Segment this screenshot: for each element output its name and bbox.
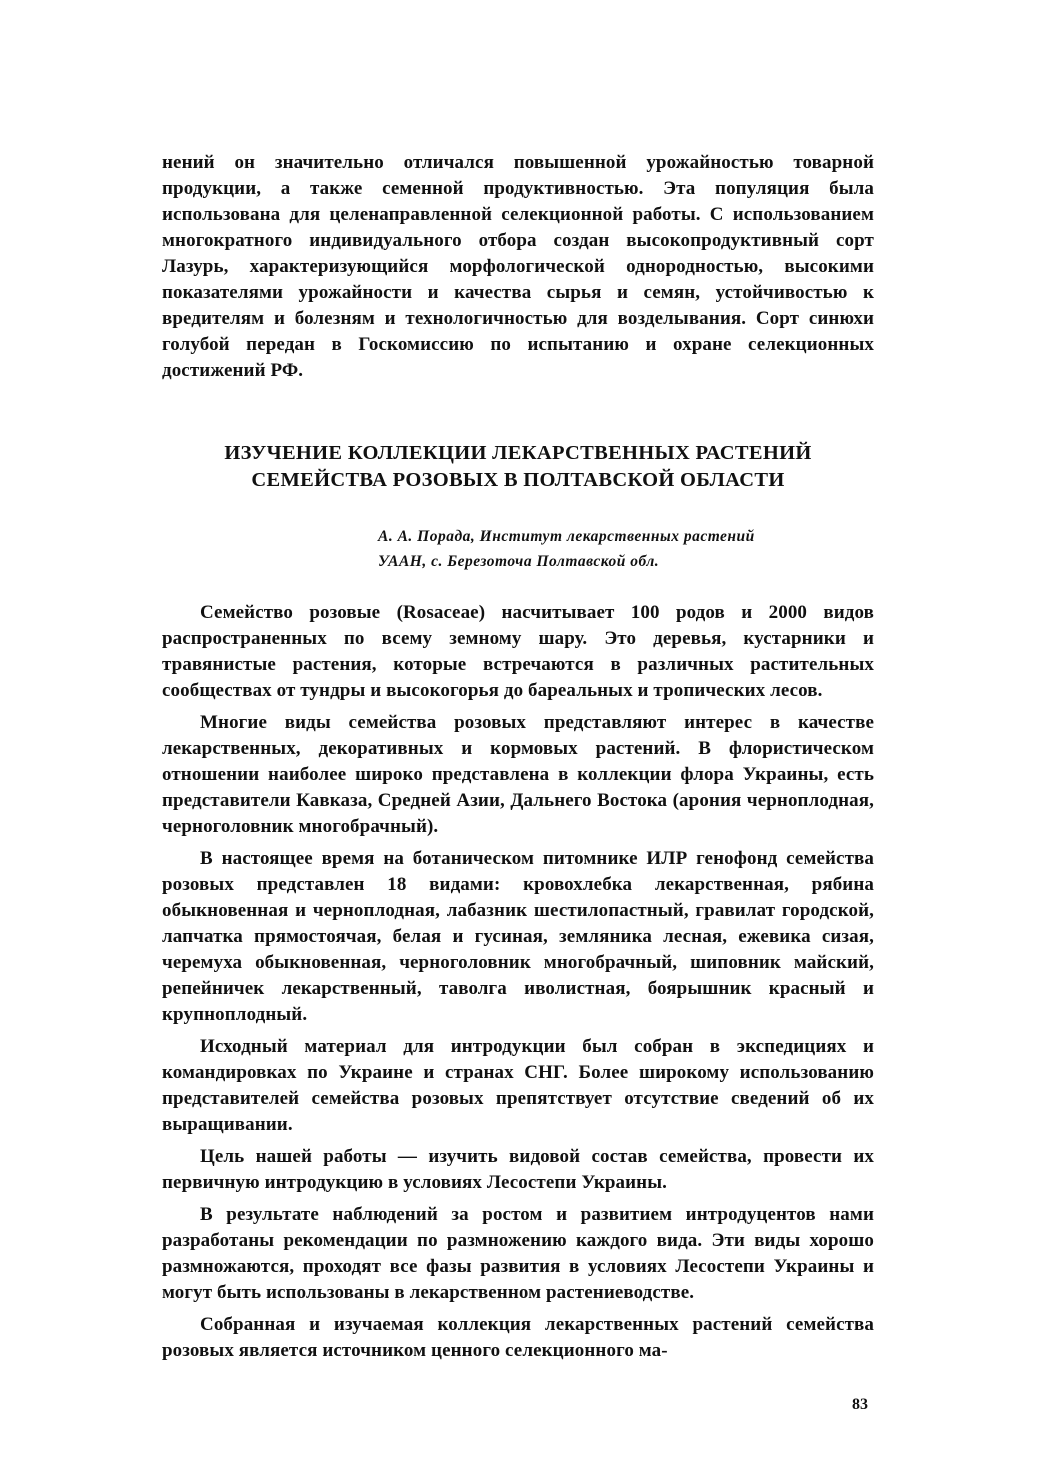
paragraph-6: В результате наблюдений за ростом и развитием интродуцентов нами разработаны рекомендации по размножению каждого вида. Эти виды хорошо размножаются, проходят все фазы развития в условиях Лесостепи Украины и могут быть использованы в лекарственном растениеводстве. (162, 1204, 874, 1303)
paragraph-2: Многие виды семейства розовых представляют интерес в качестве лекарственных, декоративных и кормовых растений. В флористическом отношении наиболее широко представлена в коллекции флора Украины, есть представители Кавказа, Средней Азии, Дальнего Востока (арония черноплодная, черноголовник многобрачный). (162, 712, 874, 837)
article-body (162, 600, 874, 1364)
author-line-2: УААН, с. Березоточа Полтавской обл. (378, 553, 660, 570)
paragraph-3: В настоящее время на ботаническом питомнике ИЛР генофонд семейства розовых представлен 18 видами: кровохлебка лекарственная, рябина обыкновенная и черноплодная, лабазник шестилопастный, гравилат городской, лапчатка прямостоячая, белая и гусиная, земляника лесная, ежевика сизая, черемуха обыкновенная, черноголовник многобрачный, шиповник майский, репейничек лекарственный, таволга иволистная, боярышник красный и крупноплодный. (162, 848, 874, 1025)
title-line-2: СЕМЕЙСТВА РОЗОВЫХ В ПОЛТАВСКОЙ ОБЛАСТИ (251, 469, 785, 491)
page-number: 83 (852, 1396, 868, 1413)
continuation-paragraph: нений он значительно отличался повышенной урожайностью товарной продукции, а также семенной продуктивностью. Эта популяция была использована для целенаправленной селекционной работы. С использованием многократного индивидуального отбора создан высокопродуктивный сорт Лазурь, характеризующийся морфологической однородностью, высокими показателями урожайности и качества сырья и семян, устойчивостью к вредителям и болезням и технологичностью для возделывания. Сорт синюхи голубой передан в Госкомиссию по испытанию и охране селекционных достижений РФ. (162, 152, 874, 381)
author-affiliation (378, 524, 874, 574)
page-content (162, 150, 874, 1364)
paragraph-7: Собранная и изучаемая коллекция лекарственных растений семейства розовых является источником ценного селекционного ма- (162, 1314, 874, 1361)
paragraph-1: Семейство розовые (Rosaceae) насчитывает 100 родов и 2000 видов распространенных по всему земному шару. Это деревья, кустарники и травянистые растения, которые встречаются в различных растительных сообществах от тундры и высокогорья до бареальных и тропических лесов. (162, 602, 874, 701)
paragraph-5: Цель нашей работы — изучить видовой состав семейства, провести их первичную интродукцию в условиях Лесостепи Украины. (162, 1146, 874, 1193)
author-line-1: А. А. Порада, Институт лекарственных растений (378, 528, 755, 545)
title-line-1: ИЗУЧЕНИЕ КОЛЛЕКЦИИ ЛЕКАРСТВЕННЫХ РАСТЕНИЙ (224, 442, 812, 464)
article-title (162, 440, 874, 494)
paragraph-4: Исходный материал для интродукции был собран в экспедициях и командировках по Украине и странах СНГ. Более широкому использованию представителей семейства розовых препятствует отсутствие сведений об их выращивании. (162, 1036, 874, 1135)
